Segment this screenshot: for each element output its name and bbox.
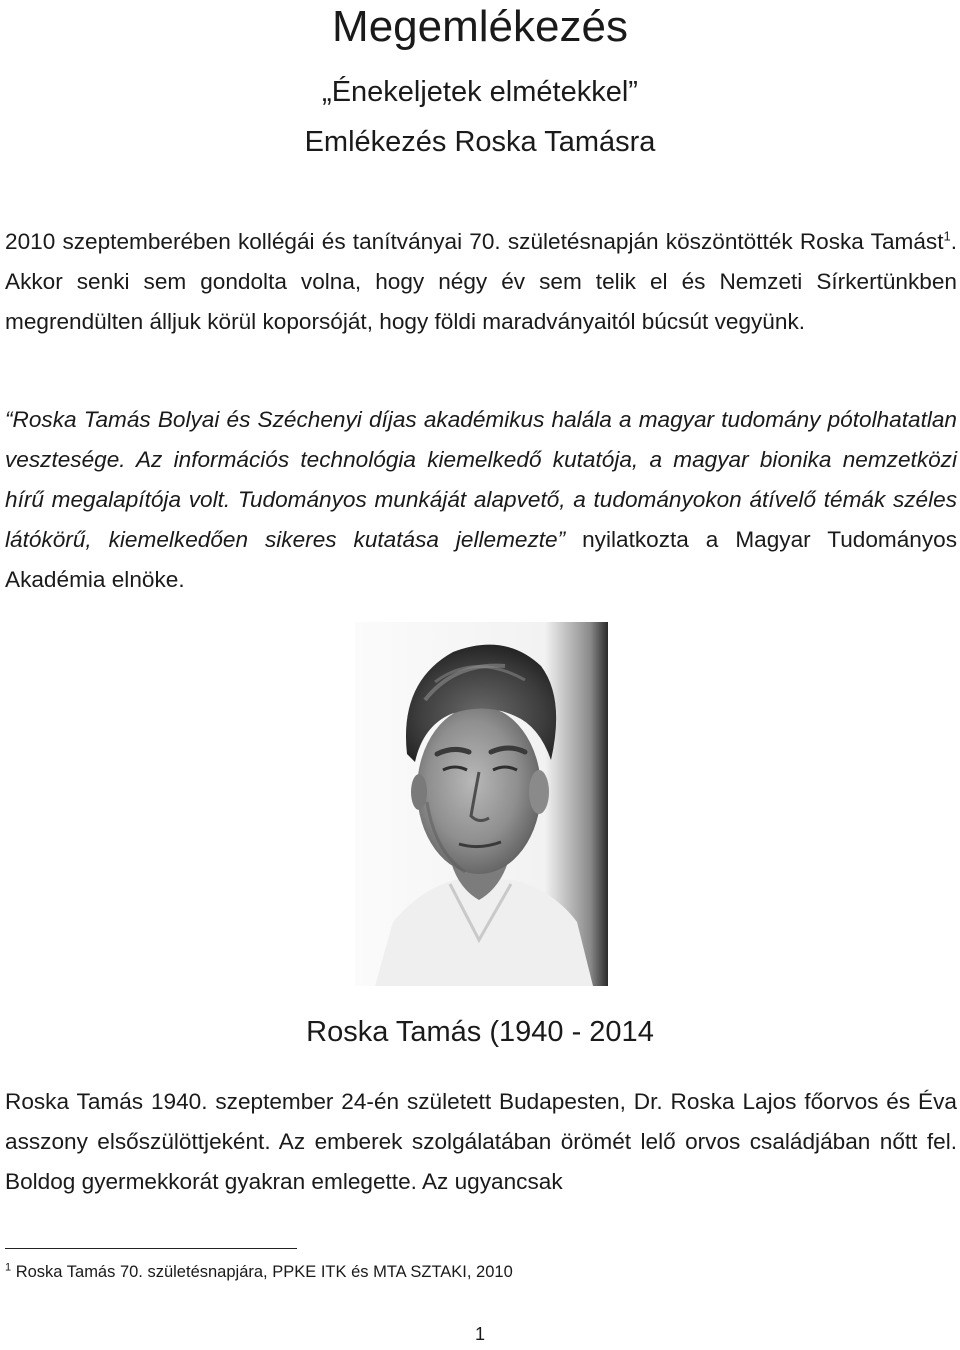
document-title: Megemlékezés xyxy=(332,2,628,51)
photo-caption: Roska Tamás (1940 - 2014 xyxy=(306,1016,654,1048)
biography-paragraph: Roska Tamás 1940. szeptember 24-én született Budapesten, Dr. Roska Lajos főorvos és Éva asszony elsőszülöttjeként. Az emberek szolgálatában örömét lelő orvos családjában nőtt fel. Boldog gyermekkorát gyakran emlegette. Az ugyancsak xyxy=(5,1089,957,1194)
footnote-text: Roska Tamás 70. születésnapjára, PPKE ITK és MTA SZTAKI, 2010 xyxy=(11,1263,513,1281)
intro-text-a: 2010 szeptemberében kollégái és tanítványai 70. születésnapján köszöntötték Roska Tamást xyxy=(5,229,944,254)
footnote-reference[interactable]: 1 xyxy=(943,228,951,244)
portrait-illustration xyxy=(355,622,608,986)
intro-paragraph xyxy=(5,222,957,342)
quote-paragraph xyxy=(5,400,957,600)
footnote-mark: 1 xyxy=(5,1261,12,1274)
footnote xyxy=(5,1258,513,1286)
document-subtitle-motto: „Énekeljetek elmétekkel” xyxy=(322,76,638,108)
document-subtitle: Emlékezés Roska Tamásra xyxy=(304,126,656,158)
intro-text-b: . Akkor senki sem gondolta volna, hogy négy év sem telik el és Nemzeti Sírkertünkben megrendülten álljuk körül koporsóját, hogy földi maradványaitól búcsút vegyünk. xyxy=(5,229,957,334)
page-number: 1 xyxy=(474,1324,485,1344)
footnote-separator xyxy=(5,1248,297,1249)
quote-attribution: nyilatkozta a Magyar Tudományos Akadémia elnöke. xyxy=(5,527,957,592)
portrait-photo xyxy=(355,622,608,986)
quote-text: “Roska Tamás Bolyai és Széchenyi díjas akadémikus halála a magyar tudomány pótolhatatlan vesztesége. Az információs technológia kiemelkedő kutatója, a magyar bionika nemzetközi hírű megalapítója volt. Tudományos munkáját alapvető, a tudományokon átívelő témák széles látókörű, kiemelkedően sikeres kutatása jellemezte” xyxy=(5,407,957,552)
